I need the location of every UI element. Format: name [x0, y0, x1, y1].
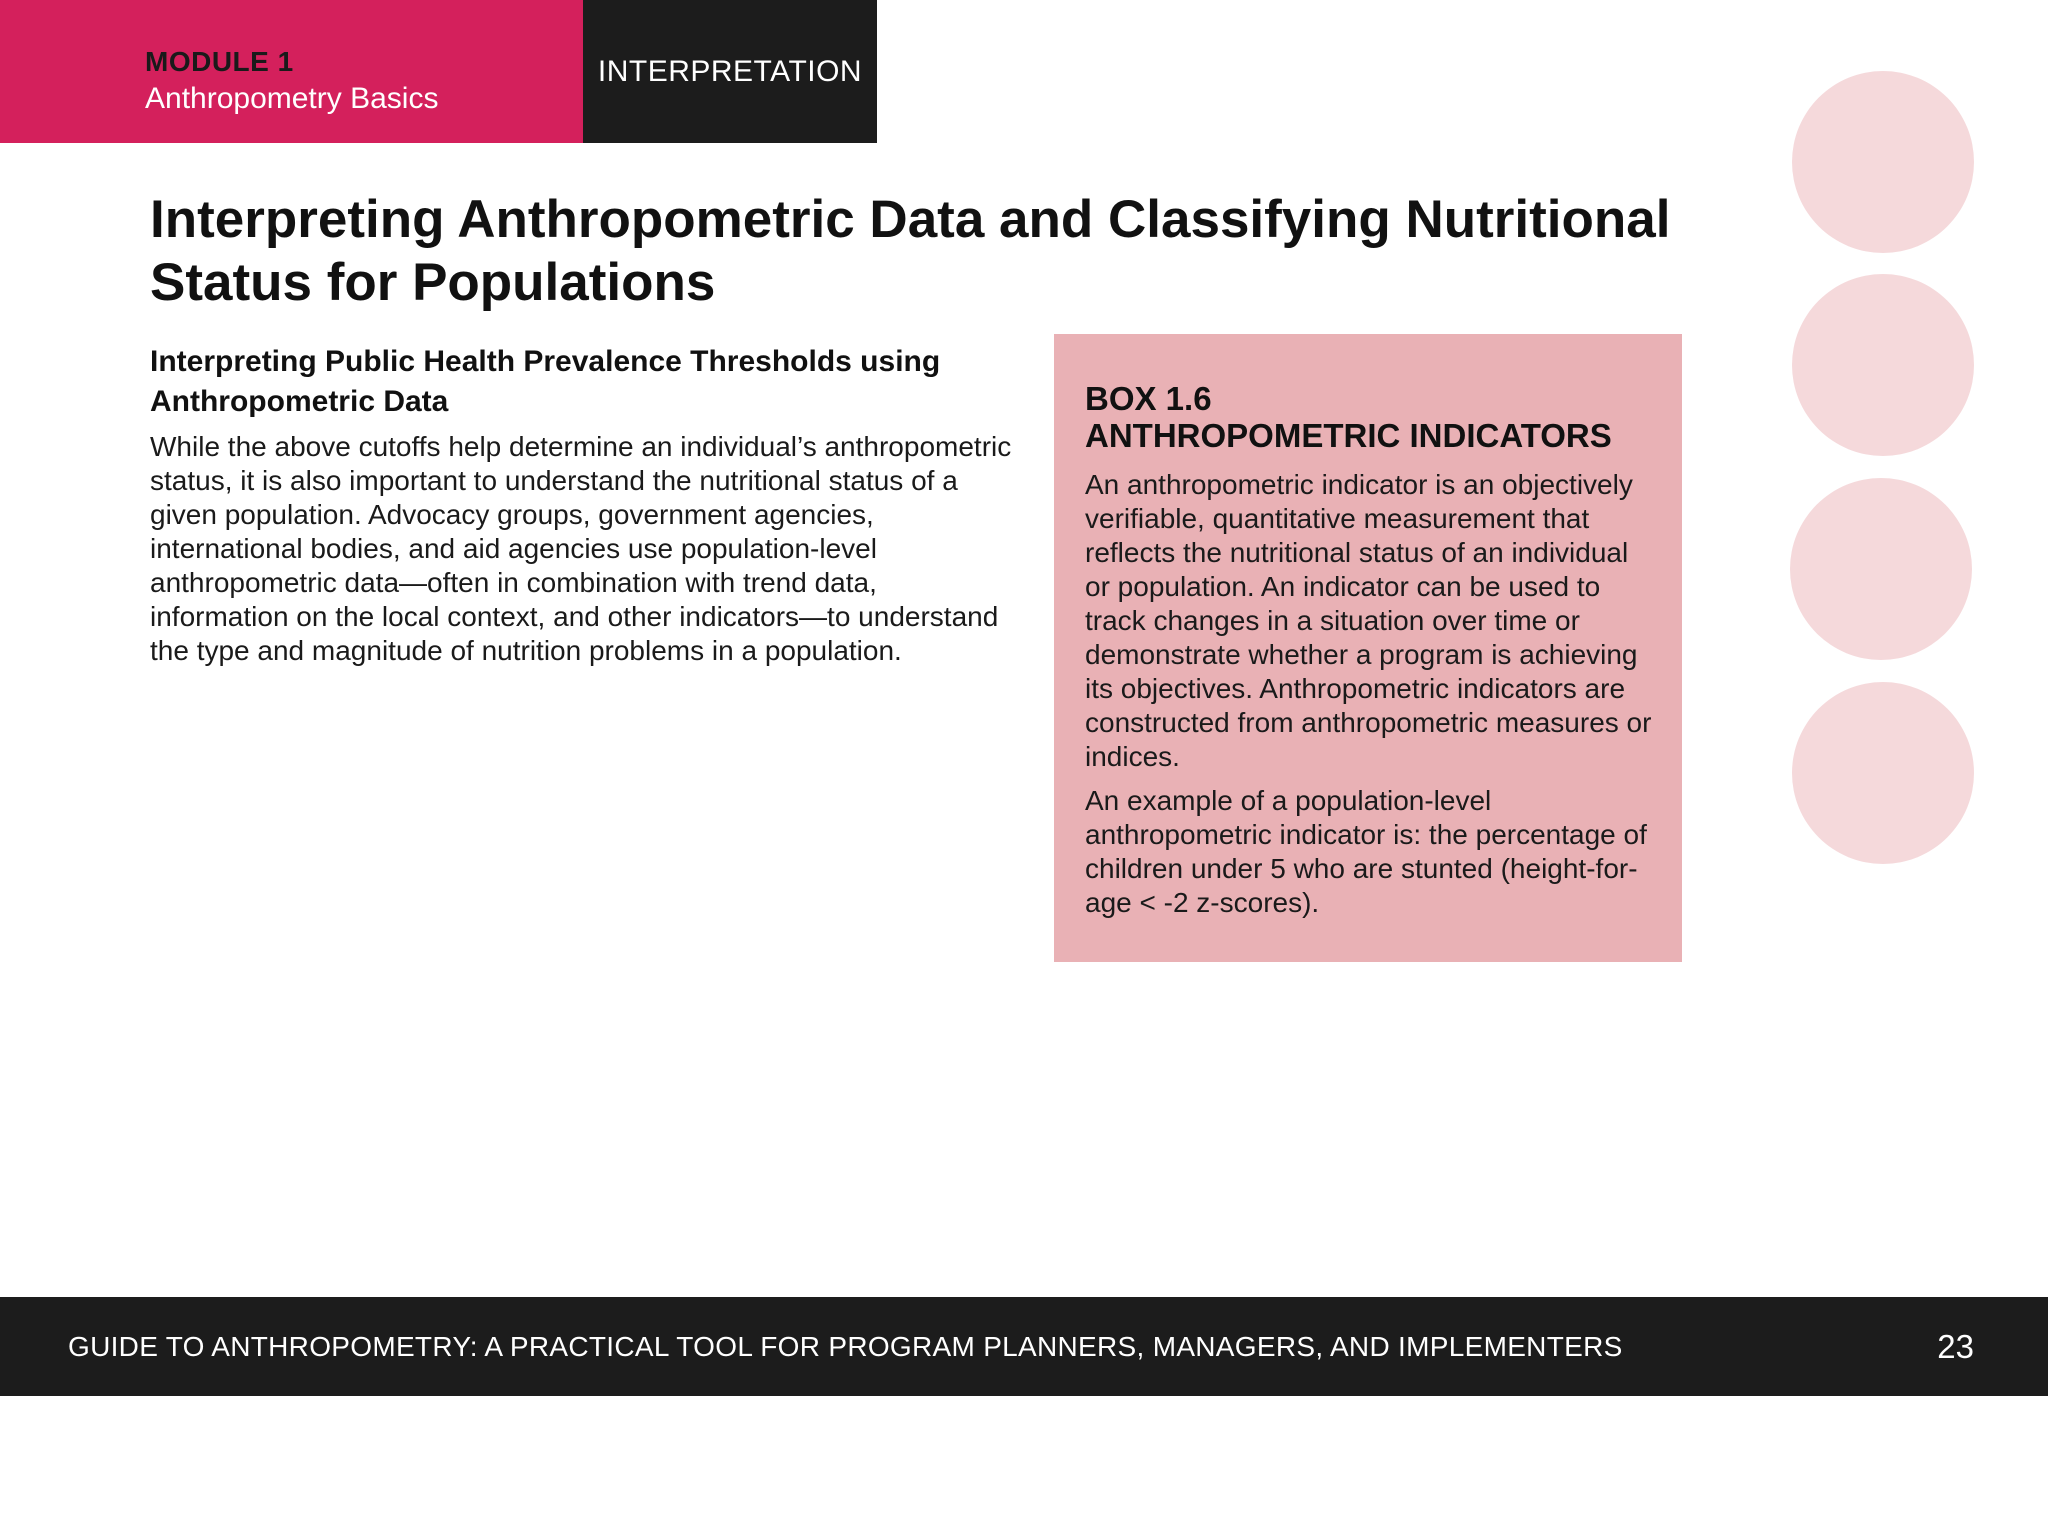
box-title: ANTHROPOMETRIC INDICATORS — [1085, 417, 1612, 454]
decorative-circle — [1792, 274, 1974, 456]
box-paragraph: An example of a population-level anthropometric indicator is: the percentage of children under 5 who are stunted (height-for-age < -2 z-scores). — [1085, 785, 1647, 918]
section-tab: INTERPRETATION — [583, 0, 877, 143]
decorative-circle — [1792, 71, 1974, 253]
footer-title: GUIDE TO ANTHROPOMETRY: A PRACTICAL TOOL FOR PROGRAM PLANNERS, MANAGERS, AND IMPLEMENTERS — [68, 1331, 1623, 1362]
page-number: 23 — [1937, 1328, 1974, 1365]
box-paragraph: An anthropometric indicator is an objectively verifiable, quantitative measurement that reflects the nutritional status of an individual or population. An indicator can be used to track changes in a situation over time or demonstrate whether a program is achieving its objectives. Anthropometric indicators are constructed from anthropometric measures or indices. — [1085, 469, 1652, 772]
box-label: BOX 1.6 — [1085, 380, 1212, 417]
module-tab — [0, 0, 583, 143]
body-paragraph: While the above cutoffs help determine an individual’s anthropometric status, it is also important to understand the nutritional status of a given population. Advocacy groups, government agencies, international bodies, and aid agencies use population-level anthropometric data—often in combination with trend data, information on the local context, and other indicators—to understand the type and magnitude of nutrition problems in a population. — [150, 431, 1012, 666]
info-box — [1054, 334, 1682, 962]
module-number: MODULE 1 — [145, 46, 294, 77]
module-name: Anthropometry Basics — [145, 82, 439, 115]
decorative-circle — [1790, 478, 1972, 660]
decorative-circle — [1792, 682, 1974, 864]
section-subheading: Interpreting Public Health Prevalence Thresholds using Anthropometric Data — [150, 345, 941, 418]
page-title: Interpreting Anthropometric Data and Classifying Nutritional Status for Populations — [150, 190, 1671, 312]
footer — [0, 1297, 2048, 1396]
